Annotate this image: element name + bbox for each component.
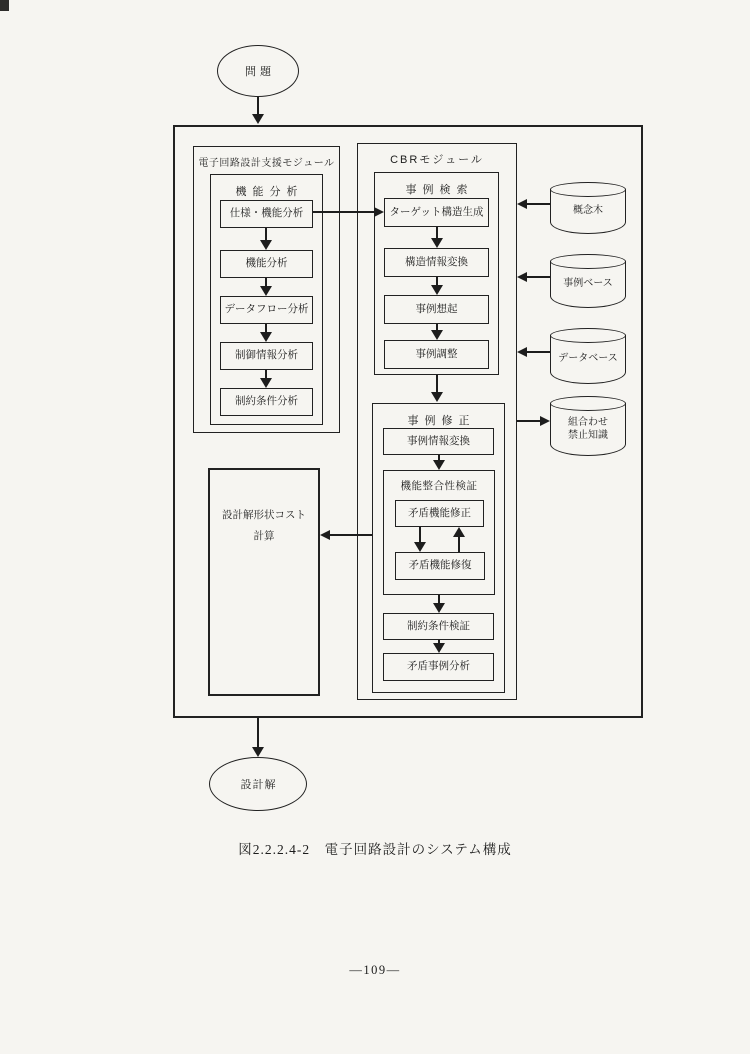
step-spec-function-analysis: 仕様・機能分析: [220, 200, 313, 228]
end-node-label: 設計解: [240, 779, 277, 791]
arrowhead-down-icon: [414, 542, 426, 552]
scan-artifact: [0, 0, 9, 11]
arrowhead-down-icon: [431, 330, 443, 340]
step-constraint-check: 制約条件検証: [383, 613, 494, 640]
concept-tree-db: [550, 182, 626, 234]
step-contradiction-restore: 矛盾機能修復: [395, 552, 485, 580]
end-node-solution: [209, 757, 307, 811]
case-base-label: 事例ベース: [563, 278, 613, 289]
cost-calculation-line1: 設計解形状コスト: [222, 509, 306, 521]
arrowhead-down-icon: [252, 747, 264, 757]
arrowhead-down-icon: [431, 285, 443, 295]
case-base-db: [550, 254, 626, 308]
prohibition-knowledge-db: [550, 396, 626, 456]
figure-caption: 図2.2.2.4-2 電子回路設計のシステム構成: [238, 842, 512, 857]
arrow-line-case-base: [526, 276, 550, 278]
cbr-module-title: CBRモジュール: [390, 154, 484, 166]
arrow-line-concept-tree: [526, 203, 550, 205]
arrowhead-down-icon: [260, 286, 272, 296]
arrowhead-down-icon: [433, 603, 445, 613]
arrowhead-down-icon: [260, 332, 272, 342]
case-retrieval-title: 事例検索: [405, 184, 474, 196]
arrowhead-down-icon: [433, 643, 445, 653]
step-contradiction-fix: 矛盾機能修正: [395, 500, 484, 527]
page-number: ―109―: [349, 963, 401, 977]
prohibition-knowledge-line1: 組合わせ: [568, 416, 608, 428]
cost-calculation-label: [222, 509, 306, 543]
step-constraint-analysis: 制約条件分析: [220, 388, 313, 416]
arrowhead-down-icon: [433, 460, 445, 470]
step-contradiction-case-analysis: 矛盾事例分析: [383, 653, 494, 681]
step-structure-info-convert: 構造情報変換: [384, 248, 489, 277]
case-revision-title: 事例修正: [407, 415, 476, 427]
arrowhead-down-icon: [252, 114, 264, 124]
start-node-label: 問題: [245, 66, 275, 78]
step-case-info-convert: 事例情報変換: [383, 428, 494, 455]
arrow-line: [419, 527, 421, 543]
step-case-recall: 事例想起: [384, 295, 489, 324]
prohibition-knowledge-line2: 禁止知識: [568, 429, 608, 441]
arrow-line-database: [526, 351, 550, 353]
step-target-structure-gen: ターゲット構造生成: [384, 198, 489, 227]
arrow-line-system-to-solution: [257, 718, 259, 748]
cost-calculation-line2: 計算: [253, 530, 275, 543]
concept-tree-label: 概念木: [573, 205, 603, 216]
cost-calculation-box: [208, 468, 320, 696]
step-function-analysis: 機能分析: [220, 250, 313, 278]
database-db: [550, 328, 626, 384]
arrow-line-prohibition: [517, 420, 541, 422]
start-node-problem: [217, 45, 299, 97]
arrowhead-down-icon: [260, 378, 272, 388]
step-case-adjust: 事例調整: [384, 340, 489, 369]
arrowhead-down-icon: [431, 238, 443, 248]
arrow-line-retrieval-to-revision: [436, 375, 438, 393]
arrowhead-down-icon: [431, 392, 443, 402]
arrowhead-right-icon: [374, 207, 384, 217]
left-module-title: 電子回路設計支援モジュール: [198, 158, 335, 169]
arrow-line-left-to-cbr: [313, 211, 375, 213]
arrowhead-right-icon: [540, 416, 550, 426]
step-dataflow-analysis: データフロー分析: [220, 296, 313, 324]
arrow-line-cbr-to-cost: [329, 534, 372, 536]
arrow-line: [458, 536, 460, 552]
consistency-check-title: 機能整合性検証: [400, 480, 478, 492]
step-control-info-analysis: 制御情報分析: [220, 342, 313, 370]
arrow-line-problem-to-system: [257, 97, 259, 115]
function-analysis-title: 機能分析: [235, 186, 304, 198]
arrowhead-left-icon: [320, 530, 330, 540]
database-label: データベース: [558, 353, 618, 364]
arrowhead-down-icon: [260, 240, 272, 250]
